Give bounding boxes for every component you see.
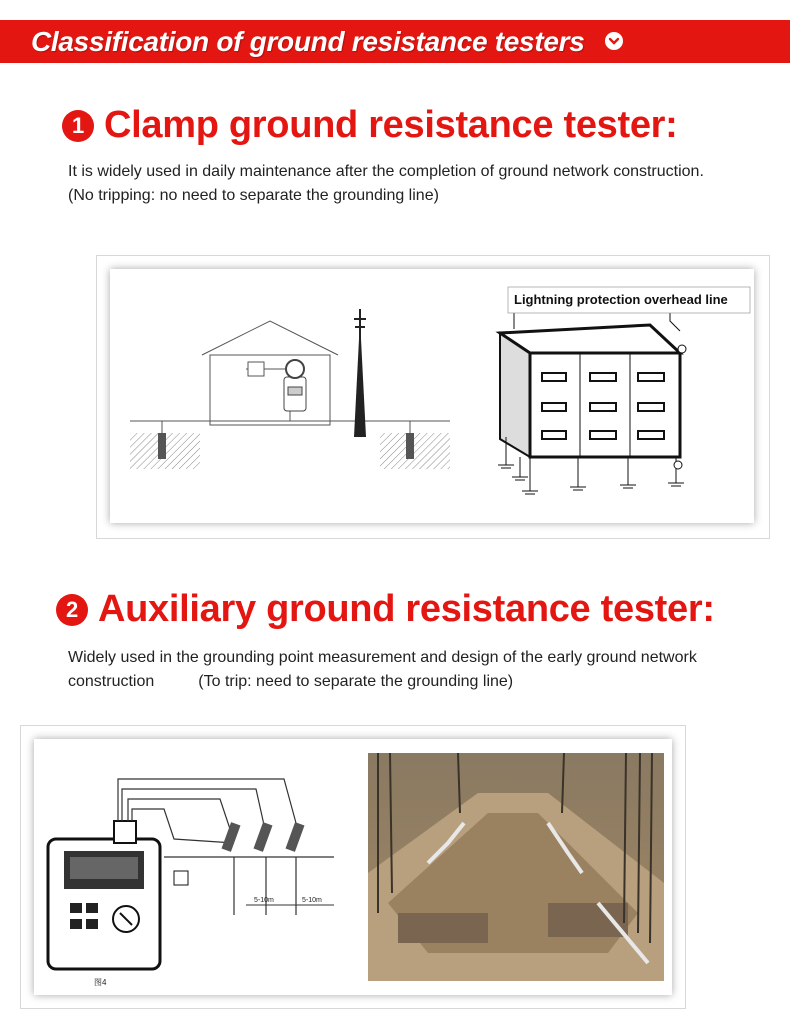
ground-hatch-left — [130, 433, 200, 469]
section2-line1: Widely used in the grounding point measurement and design of the early ground network — [68, 649, 697, 666]
section2-line2-start: construction — [68, 673, 155, 690]
section1-heading — [62, 104, 678, 147]
section1-line1: It is widely used in daily maintenance after the completion of ground network construction. — [68, 163, 704, 180]
clamp-diagram — [110, 269, 754, 523]
section2-description — [68, 646, 697, 694]
diagram-label: Lightning protection overhead line — [514, 292, 728, 307]
ground-hatch-right — [380, 433, 450, 469]
auxiliary-frame — [20, 725, 686, 1009]
banner-title: Classification of ground resistance testers — [31, 26, 585, 57]
section1-line2: (No tripping: no need to separate the grounding line) — [68, 187, 439, 204]
number-badge: 2 — [56, 594, 88, 626]
building-icon — [498, 311, 686, 494]
clamp-meter-icon — [284, 360, 306, 411]
number-badge: 1 — [62, 110, 94, 142]
distance-label-2: 5-10m — [302, 897, 322, 904]
lightning-tower-icon — [354, 309, 366, 437]
ground-spike-icon — [222, 822, 305, 852]
auxiliary-content — [34, 739, 672, 995]
section1-title: Clamp ground resistance tester: — [104, 104, 678, 146]
section2-title: Auxiliary ground resistance tester: — [98, 588, 715, 630]
ground-tester-device-icon — [48, 821, 160, 969]
section2-heading — [56, 588, 715, 631]
distance-label-1: 5-10m — [254, 897, 274, 904]
section2-line2 — [68, 670, 697, 694]
section2-line2-end: (To trip: need to separate the grounding line) — [198, 673, 514, 690]
clamp-diagram-drawing — [110, 269, 754, 523]
chevron-down-circle-icon — [605, 32, 623, 50]
figure-label: 图4 — [94, 978, 107, 987]
clamp-diagram-frame — [96, 255, 770, 539]
tester-wiring-diagram — [34, 739, 352, 995]
construction-site-photo — [368, 753, 664, 981]
section1-description — [68, 160, 704, 208]
section-banner — [0, 20, 790, 63]
